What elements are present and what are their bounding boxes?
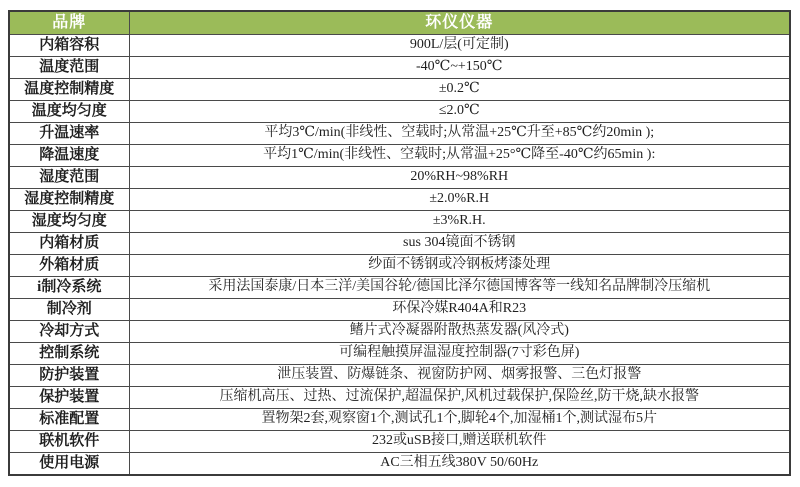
spec-row [9,35,790,57]
brand-header-cell: 品牌 [9,11,129,35]
spec-row-value: 泄压装置、防爆链条、视窗防护网、烟雾报警、三色灯报警 [129,365,790,387]
spec-row-label: 外箱材质 [9,255,129,277]
spec-row-value: 20%RH~98%RH [129,167,790,189]
spec-row-label: 内箱材质 [9,233,129,255]
spec-row-label: 控制系统 [9,343,129,365]
spec-row-value: 900L/层(可定制) [129,35,790,57]
spec-row-value: ±0.2℃ [129,79,790,101]
spec-row-label: 升温速率 [9,123,129,145]
spec-row [9,57,790,79]
spec-row-label: i制冷系统 [9,277,129,299]
spec-row-value: 置物架2套,观察窗1个,测试孔1个,脚轮4个,加湿桶1个,测试湿布5片 [129,409,790,431]
spec-row [9,453,790,476]
spec-row-label: 湿度均匀度 [9,211,129,233]
spec-row-label: 降温速度 [9,145,129,167]
spec-row-value: -40℃~+150℃ [129,57,790,79]
spec-row-label: 内箱容积 [9,35,129,57]
spec-row [9,123,790,145]
spec-row [9,431,790,453]
spec-row [9,365,790,387]
spec-row [9,211,790,233]
spec-row-label: 使用电源 [9,453,129,476]
spec-row-value: 采用法国泰康/日本三洋/美国谷轮/德国比泽尔德国博客等一线知名品牌制冷压缩机 [129,277,790,299]
spec-row-label: 湿度控制精度 [9,189,129,211]
spec-row-label: 标准配置 [9,409,129,431]
spec-row-label: 温度均匀度 [9,101,129,123]
brand-value-cell: 环仪仪器 [129,11,790,35]
spec-row [9,343,790,365]
spec-row-label: 联机软件 [9,431,129,453]
spec-row-value: 可编程触摸屏温湿度控制器(7寸彩色屏) [129,343,790,365]
spec-row-label: 温度控制精度 [9,79,129,101]
spec-table [8,10,791,476]
spec-row [9,387,790,409]
spec-row [9,409,790,431]
spec-row-label: 温度范围 [9,57,129,79]
spec-row-value: ±3%R.H. [129,211,790,233]
spec-row [9,145,790,167]
spec-row [9,299,790,321]
spec-row [9,101,790,123]
spec-row [9,321,790,343]
spec-row [9,79,790,101]
spec-row-value: 压缩机高压、过热、过流保护,超温保护,风机过载保护,保险丝,防干烧,缺水报警 [129,387,790,409]
spec-row-label: 制冷剂 [9,299,129,321]
spec-row-value: sus 304镜面不锈钢 [129,233,790,255]
spec-row-value: 纱面不锈钢或冷钢板烤漆处理 [129,255,790,277]
spec-row-label: 防护装置 [9,365,129,387]
spec-row [9,233,790,255]
spec-row [9,167,790,189]
spec-row-label: 冷却方式 [9,321,129,343]
spec-row [9,189,790,211]
spec-row-value: ±2.0%R.H [129,189,790,211]
spec-row-label: 保护装置 [9,387,129,409]
spec-row-value: 鳍片式冷凝器附散热蒸发器(风冷式) [129,321,790,343]
spec-row-value: AC三相五线380V 50/60Hz [129,453,790,476]
spec-row-value: ≤2.0℃ [129,101,790,123]
header-row [9,11,790,35]
spec-row-value: 232或uSB接口,赠送联机软件 [129,431,790,453]
spec-row-label: 湿度范围 [9,167,129,189]
spec-row [9,255,790,277]
spec-row-value: 环保冷媒R404A和R23 [129,299,790,321]
spec-sheet [8,10,791,476]
spec-row-value: 平均1℃/min(非线性、空载时;从常温+25°℃降至-40℃约65min ): [129,145,790,167]
spec-row [9,277,790,299]
spec-row-value: 平均3℃/min(非线性、空载时;从常温+25℃升至+85℃约20min ); [129,123,790,145]
